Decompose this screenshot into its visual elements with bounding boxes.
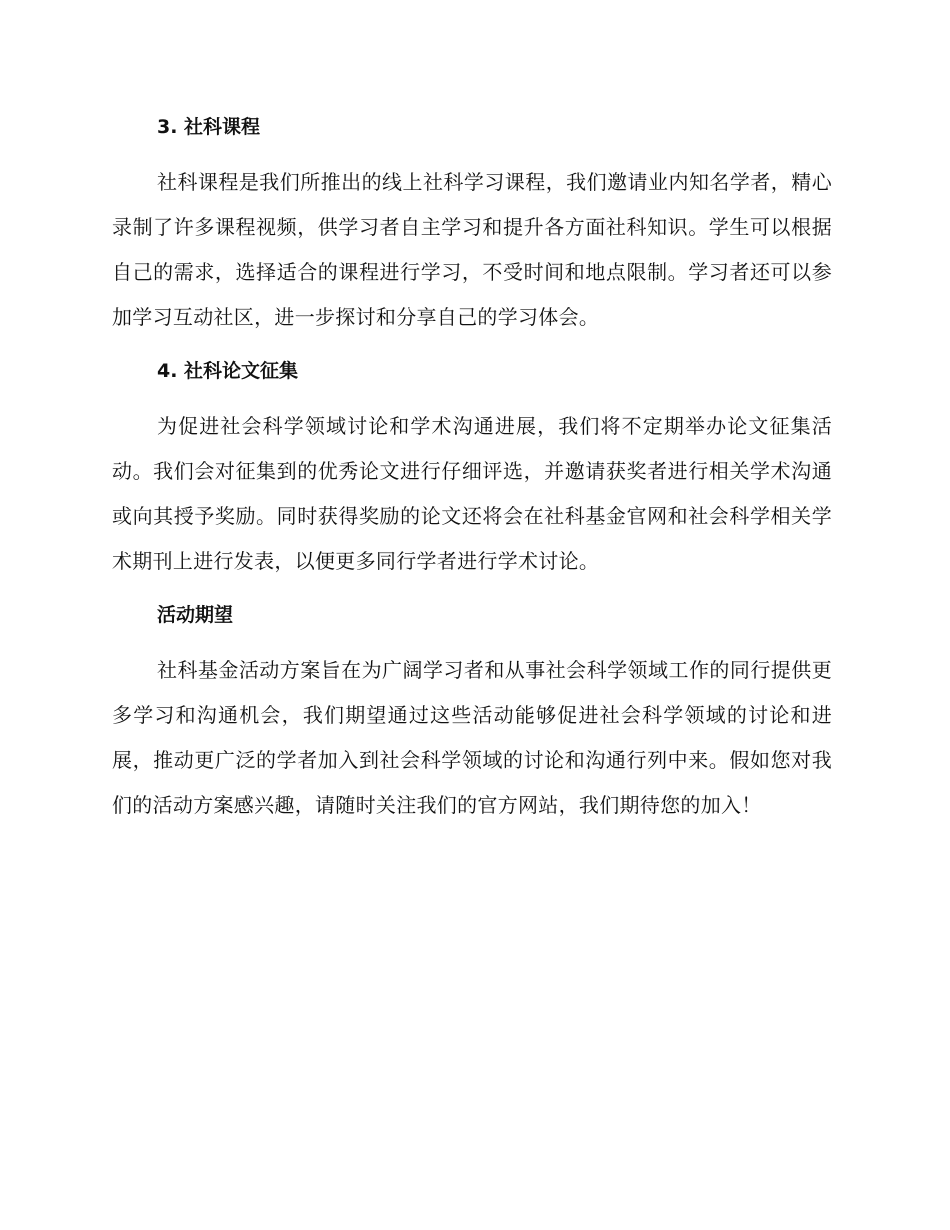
section-paragraph-courses: 社科课程是我们所推出的线上社科学习课程，我们邀请业内知名学者，精心录制了许多课程视频，供学习者自主学习和提升各方面社科知识。学生可以根据自己的需求，选择适合的课程进行学习，不受时间和地点限制。学习者还可以参加学习互动社区，进一步探讨和分享自己的学习体会。 bbox=[112, 170, 832, 329]
document-body bbox=[112, 110, 832, 842]
section-heading-expectations: 活动期望 bbox=[157, 604, 234, 626]
section-heading-paper-collection: 4. 社科论文征集 bbox=[157, 360, 299, 382]
section-paragraph-expectations: 社科基金活动方案旨在为广阔学习者和从事社会科学领域工作的同行提供更多学习和沟通机会，我们期望通过这些活动能够促进社会科学领域的讨论和进展，推动更广泛的学者加入到社会科学领域的讨论和沟通行列中来。假如您对我们的活动方案感兴趣，请随时关注我们的官方网站，我们期待您的加入！ bbox=[112, 658, 832, 817]
section-paragraph-paper-collection: 为促进社会科学领域讨论和学术沟通进展，我们将不定期举办论文征集活动。我们会对征集到的优秀论文进行仔细评选，并邀请获奖者进行相关学术沟通或向其授予奖励。同时获得奖励的论文还将会在社科基金官网和社会科学相关学术期刊上进行发表，以便更多同行学者进行学术讨论。 bbox=[112, 414, 832, 573]
section-heading-courses: 3. 社科课程 bbox=[157, 116, 261, 138]
